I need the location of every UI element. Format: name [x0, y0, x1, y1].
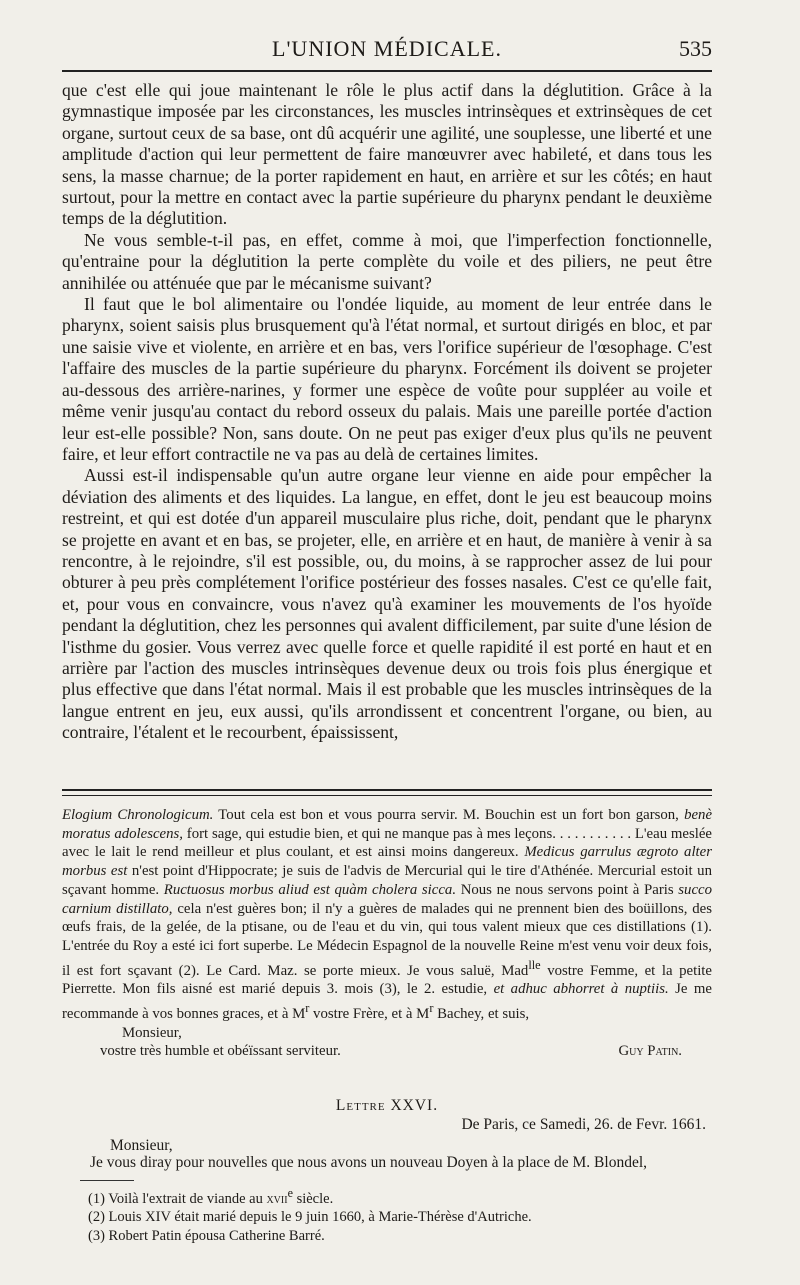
quote-salutation: Monsieur, [122, 1024, 182, 1041]
main-text [62, 80, 712, 744]
quote-text: vostre Frère, et à M [309, 1005, 430, 1022]
quote-text: vostre Femme, et la petite Pierrette. Mon fils aisné est marié depuis 3. mois (3), le 2. estudie, [62, 962, 712, 998]
letter-body: Je vous diray pour nouvelles que nous avons un nouveau Doyen à la place de M. Blondel, [90, 1154, 648, 1171]
section-rule-thick [62, 789, 712, 791]
paragraph: Il faut que le bol alimentaire ou l'ondée liquide, au moment de leur entrée dans le pharynx, soient saisis plus brusquement qu'à l'état normal, et surtout dirigés en bloc, et par une saisie vive et violente, en arrière et en bas, vers l'orifice supérieur de l'œsophage. C'est l'affaire des muscles de la partie supérieure du pharynx. Forcément ils doivent se projeter au-dessous des arrière-narines, y former une espèce de voûte pour suppléer au voile et même venir jusqu'au contact du rebord osseux du palais. Mais une pareille portée d'action leur est-elle possible? Non, sans doute. On ne peut pas exiger d'eux plus qu'ils ne peuvent faire, et leur effort contractile ne va pas au delà de certaines limites. [62, 294, 712, 464]
superscript: r [305, 1000, 310, 1015]
section-rule-thin [62, 795, 712, 796]
paragraph: que c'est elle qui joue maintenant le rôle le plus actif dans la déglutition. Grâce à la gymnastique imposée par les circonstances, les muscles intrinsèques et extrinsèques de cet organe, surtout ceux de sa base, ont dû acquérir une agilité, une souplesse, une liberté et une amplitude d'action qui leur permettent de faire manœuvrer avec habileté, et dans tous les sens, la masse charnue; de la porter rapidement en haut, en arrière et sur les côtés; en haut surtout, pour la mettre en contact avec la partie supérieure du pharynx pendant le deuxième temps de la déglutition. [62, 80, 712, 229]
header-rule [62, 70, 712, 72]
quote-italic: succo carnium distillato, [62, 881, 712, 917]
superscript: r [429, 1000, 434, 1015]
quote-text: fort sage, qui estudie bien, et qui ne manque pas à mes leçons. . . . . . . . . . . L'eau meslée avec le lait le rend meilleur et plus coulant, et est ainsi moins dangereux. [62, 825, 712, 861]
quote-text: Tout cela est bon et vous pourra servir. M. Bouchin est un fort bon garson, [213, 807, 685, 823]
quote-italic: Medicus garrulus ægroto alter morbus est [62, 844, 712, 880]
quote-italic: Ructuosus morbus aliud est quàm cholera sicca. [163, 881, 457, 898]
footnotes [88, 1184, 728, 1245]
century-numeral: xvii [266, 1190, 288, 1207]
footnote: (2) Louis XIV était marié depuis le 9 juin 1660, à Marie-Thérèse d'Autriche. [88, 1209, 532, 1226]
footnote-rule [80, 1180, 134, 1181]
paragraph: Aussi est-il indispensable qu'un autre organe leur vienne en aide pour empêcher la déviation des aliments et des liquides. La langue, en effet, dont le jeu est beaucoup moins restreint, et qui est dotée d'un appareil musculaire plus riche, doit, pendant que le pharynx se projette en avant et en bas, se projeter, elle, en arrière et en haut, de manière à venir à sa rencontre, à le rejoindre, s'il est possible, ou, du moins, à se rapprocher assez de lui pour obturer à peu près complétement l'orifice postérieur des fosses nasales. C'est ce qu'elle fait, et, pour vous en convaincre, vous n'avez qu'à examiner les mouvements de l'os hyoïde pendant la déglutition, chez les personnes qui avalent difficilement, par suite d'une lésion de l'isthme du gosier. Vous verrez avec quelle force et quelle rapidité il est porté en haut et en arrière par l'action des muscles intrinsèques devenue deux ou trois fois plus énergique et plus effective que dans l'état normal. Mais il est probable que les muscles intrinsèques de la langue entrent en jeu, eux aussi, qu'ils arrondissent et concentrent l'organe, ou bien, au contraire, l'étalent et le recourbent, épaississent, [62, 465, 712, 743]
footnote-text: (1) Voilà l'extrait de viande au [88, 1190, 267, 1207]
superscript: lle [528, 957, 541, 972]
quote-text: cela n'est guères bon; il n'y a guères de malades qui ne prennent bien des boüillons, des œufs frais, de la gelée, de la ptisane, ou de l'eau et du vin, qui tous valent mieux que ces distillations (1). L'entrée du Roy a esté ici fort superbe. Le Médecin Espagnol de la nouvelle Reine m'est venu voir deux fois, il est fort sçavant (2). Le Card. Maz. se porte mieux. Je vous saluë, Mad [62, 900, 712, 979]
page-number: 535 [679, 36, 712, 61]
quote-italic: et adhuc abhorret à nuptiis. [493, 981, 669, 998]
footnote [88, 1184, 728, 1208]
quote-italic: benè moratus adolescens, [62, 807, 713, 842]
quoted-letter-excerpt [62, 806, 712, 1061]
quote-text: Bachey, et suis, [433, 1005, 530, 1022]
footnote: (3) Robert Patin épousa Catherine Barré. [88, 1227, 325, 1244]
signature: Guy Patin. [618, 1043, 682, 1060]
paragraph: Ne vous semble-t-il pas, en effet, comme à moi, que l'imperfection fonctionnelle, qu'entraine pour la déglutition la perte complète du voile et des piliers, ne peut être annihilée ou atténuée que par le mécanisme suivant? [62, 229, 712, 293]
letter-salutation: Monsieur, [110, 1137, 173, 1154]
quote-text: Nous ne nous servons point à Paris [456, 881, 679, 898]
quote-text: n'est point d'Hippocrate; je suis de l'advis de Mercurial qui le tire d'Athénée. Mercurial estoit un sçavant homme. [62, 863, 712, 898]
quote-italic: Elogium Chronologicum. [62, 807, 214, 823]
superscript: e [287, 1186, 293, 1200]
quote-closing-line [62, 1042, 712, 1061]
letter-dateline: De Paris, ce Samedi, 26. de Fevr. 1661. [461, 1116, 706, 1133]
footnote-text: siècle. [292, 1190, 334, 1207]
quote-paragraph [62, 806, 712, 1024]
letter-title: Lettre XXVI. [335, 1097, 439, 1114]
running-title: L'UNION MÉDICALE. [272, 36, 502, 61]
quote-text: Je me recommande à vos bonnes graces, et à M [62, 981, 712, 1022]
quote-closing: vostre très humble et obéïssant serviteur. [100, 1043, 341, 1060]
running-head [62, 36, 712, 70]
